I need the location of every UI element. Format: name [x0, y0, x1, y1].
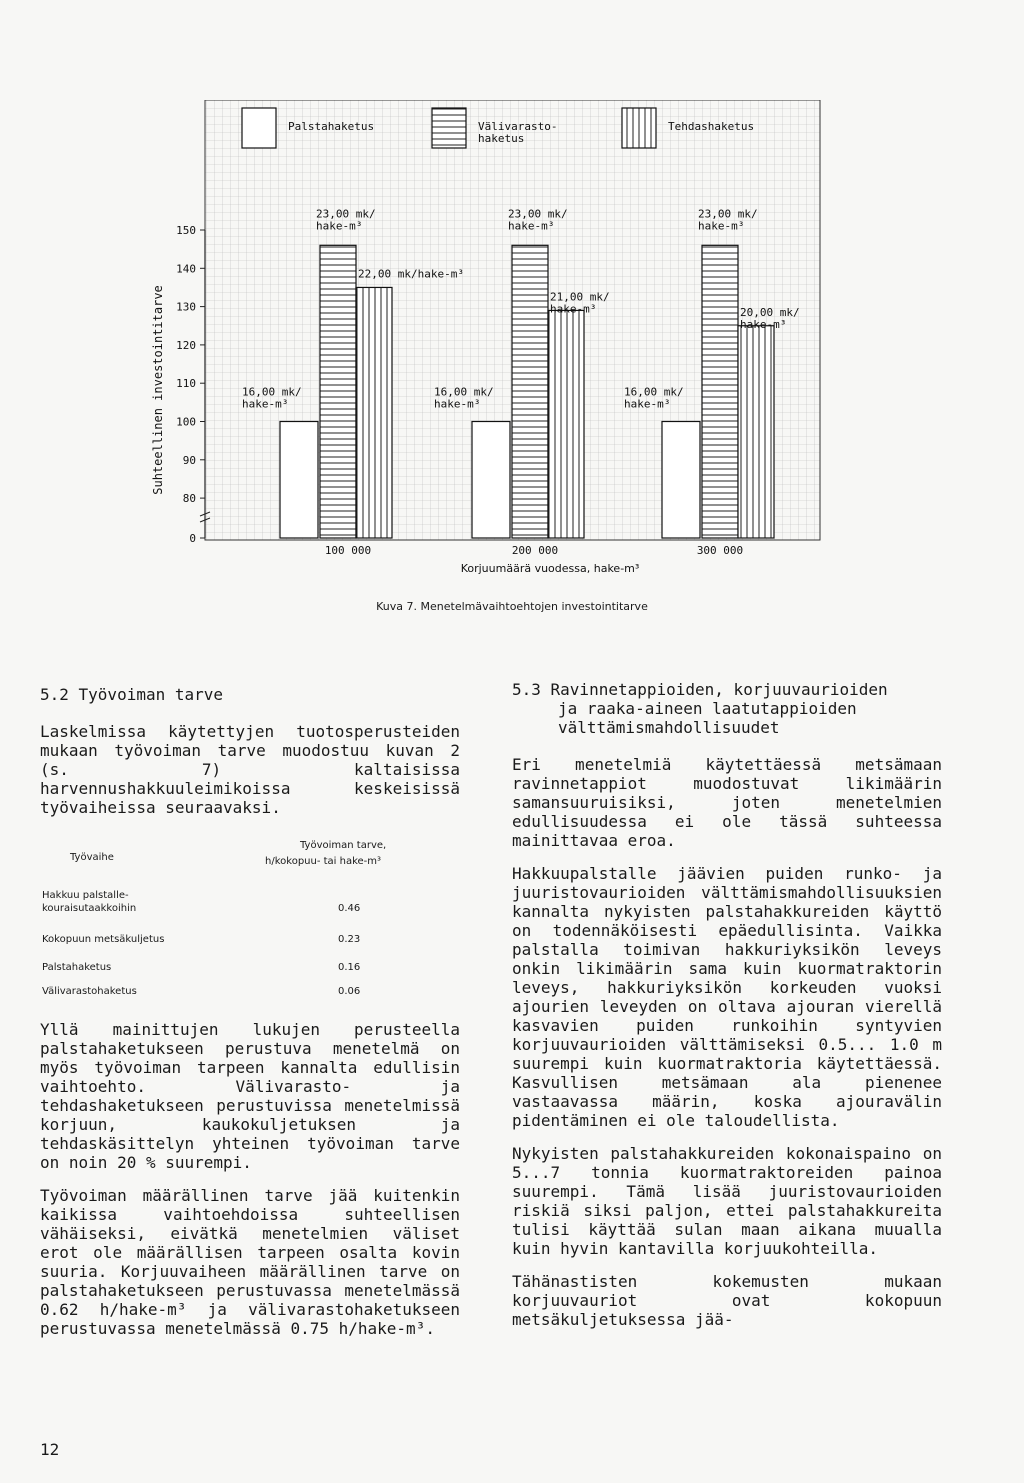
- bar: [662, 422, 700, 539]
- y-tick-label: 150: [176, 224, 196, 237]
- section-heading-5-2: 5.2 Työvoiman tarve: [40, 685, 224, 704]
- y-tick-label: 0: [189, 532, 196, 545]
- bar: [280, 422, 318, 539]
- legend-swatch: [242, 108, 276, 148]
- table-row-label: Kokopuun metsäkuljetus: [42, 934, 165, 945]
- bar: [512, 245, 548, 538]
- paragraph: Hakkuupalstalle jäävien puiden runko- ja juuristovaurioiden välttämismahdollisuuksien kannalta nykyisten palstahakkureiden käyttö on todennäköisesti epäedullisinta. Vaikka palstalla toimivan hakkuriyksikön leveys onkin likimäärin sama kuin kuormatraktorin leveys, hakkuriyksikön korkeuden vuoksi ajourien leveyden on oltava ajouran vierellä kasvavien puiden runkoihin syntyvien korjuuvaurioiden välttämiseksi 0.5... 1.0 m suurempi kuin kuormatraktoria käytettäessä. Kasvullisen metsämaan ala pienenee vastaavassa määrin, koska ajouravälin pidentäminen ei ole taloudellista.: [512, 864, 942, 1130]
- y-tick-label: 100: [176, 415, 196, 429]
- table-row-value: 0.06: [338, 986, 361, 997]
- x-axis-label: Korjuumäärä vuodessa, hake-m³: [460, 562, 640, 575]
- paragraph: Eri menetelmiä käytettäessä metsämaan ravinnetappiot muodostuvat likimäärin samansuuruisiksi, joten menetelmien edullisuudessa ei ole tässä suhteessa mainittavaa eroa.: [512, 755, 942, 850]
- bar-label: 16,00 mk/ hake-m³: [242, 385, 302, 411]
- paragraph: Yllä mainittujen lukujen perusteella palstahaketukseen perustuva menetelmä on myös työvoiman tarpeen kannalta edullisin vaihtoehto. Välivarasto- ja tehdashaketukseen perustuvissa menetelmissä korjuun, kaukokuljetuksen ja tehdaskäsittelyn yhteinen työvoiman tarve on noin 20 % suurempi.: [40, 1020, 460, 1172]
- paragraph: Laskelmissa käytettyjen tuotosperusteiden mukaan työvoiman tarve muodostuu kuvan 2 (s. 7) kaltaisissa harvennushakkuuleimikoissa keskeisissä työvaiheissa seuraavaksi.: [40, 722, 460, 817]
- table-row-label: Palstahaketus: [42, 962, 112, 973]
- paragraph: Tähänastisten kokemusten mukaan korjuuvauriot ovat kokopuun metsäkuljetuksessa jää-: [512, 1272, 942, 1329]
- y-tick-label: 110: [176, 377, 196, 391]
- table-row-label: Hakkuu palstalle-: [42, 890, 129, 901]
- page-number: 12: [40, 1440, 60, 1459]
- legend-swatch: [432, 108, 466, 148]
- bar-label: 16,00 mk/ hake-m³: [434, 385, 494, 411]
- table-row-label: kouraisutaakkoihin: [42, 903, 137, 914]
- y-tick-label: 90: [182, 453, 196, 467]
- bar: [320, 245, 356, 538]
- heading-line: 5.3 Ravinnetappioiden, korjuuvaurioiden: [512, 680, 888, 699]
- table-row-value: 0.46: [338, 903, 361, 914]
- table-header-need-1: Työvoiman tarve,: [300, 840, 387, 851]
- bar: [702, 245, 738, 538]
- figure-caption: Kuva 7. Menetelmävaihtoehtojen investointitarve: [376, 600, 648, 613]
- bar-label: 23,00 mk/ hake-m³: [316, 207, 376, 233]
- y-tick-label: 120: [176, 338, 196, 352]
- legend-label: Palstahaketus: [288, 120, 375, 133]
- bar: [472, 422, 510, 539]
- x-tick-label: 300 000: [696, 544, 744, 557]
- workforce-table: [40, 840, 460, 1020]
- bar: [738, 326, 774, 538]
- paragraph: Nykyisten palstahakkureiden kokonaispaino on 5...7 tonnia kuormatraktoreiden painoa suurempi. Tämä lisää juuristovaurioiden riskiä siksi paljon, ettei palstahakkureita tulisi käyttää sulan maan aikana muualla kuin hyvin kantavilla korjuukohteilla.: [512, 1144, 942, 1258]
- bar-label: 23,00 mk/ hake-m³: [508, 207, 568, 233]
- bar-label: 23,00 mk/ hake-m³: [698, 207, 758, 233]
- section-heading-5-3: [512, 680, 942, 737]
- bar-label: 20,00 mk/ hake-m³: [740, 305, 800, 331]
- table-header-phase: Työvaihe: [70, 852, 114, 863]
- table-row-value: 0.23: [338, 934, 361, 945]
- left-column-lower: [40, 1020, 460, 1352]
- bar: [548, 310, 584, 538]
- y-tick-label: 80: [182, 492, 196, 506]
- left-column: [40, 685, 460, 831]
- legend-label: Tehdashaketus: [668, 120, 755, 133]
- bar: [356, 287, 392, 538]
- legend-label: Välivarasto-haketus: [478, 120, 558, 145]
- y-tick-label: 130: [176, 300, 196, 314]
- legend-swatch: [622, 108, 656, 148]
- x-tick-label: 200 000: [511, 544, 559, 557]
- y-tick-label: 140: [176, 262, 196, 276]
- investment-chart: [150, 100, 830, 580]
- heading-line: välttämismahdollisuudet: [558, 718, 780, 737]
- table-row-label: Välivarastohaketus: [42, 986, 137, 997]
- bar-label: 21,00 mk/ hake-m³: [550, 290, 610, 316]
- x-tick-label: 100 000: [324, 544, 372, 557]
- paragraph: Työvoiman määrällinen tarve jää kuitenkin kaikissa vaihtoehdoissa suhteellisen vähäiseksi, eivätkä menetelmien väliset erot ole määrällisen tarpeen osalta kovin suuria. Korjuuvaiheen määrällinen tarve on palstahaketukseen perustuvassa menetelmässä 0.62 h/hake-m³ ja välivarastohaketukseen perustuvassa menetelmässä 0.75 h/hake-m³.: [40, 1186, 460, 1338]
- heading-line: ja raaka-aineen laatutappioiden: [558, 699, 857, 718]
- y-axis-label: Suhteellinen investointitarve: [151, 285, 165, 495]
- bar-label: 22,00 mk/hake-m³: [358, 267, 464, 281]
- right-column: [512, 680, 942, 1343]
- table-header-need-2: h/kokopuu- tai hake-m³: [265, 856, 382, 867]
- bar-label: 16,00 mk/ hake-m³: [624, 385, 684, 411]
- table-row-value: 0.16: [338, 962, 361, 973]
